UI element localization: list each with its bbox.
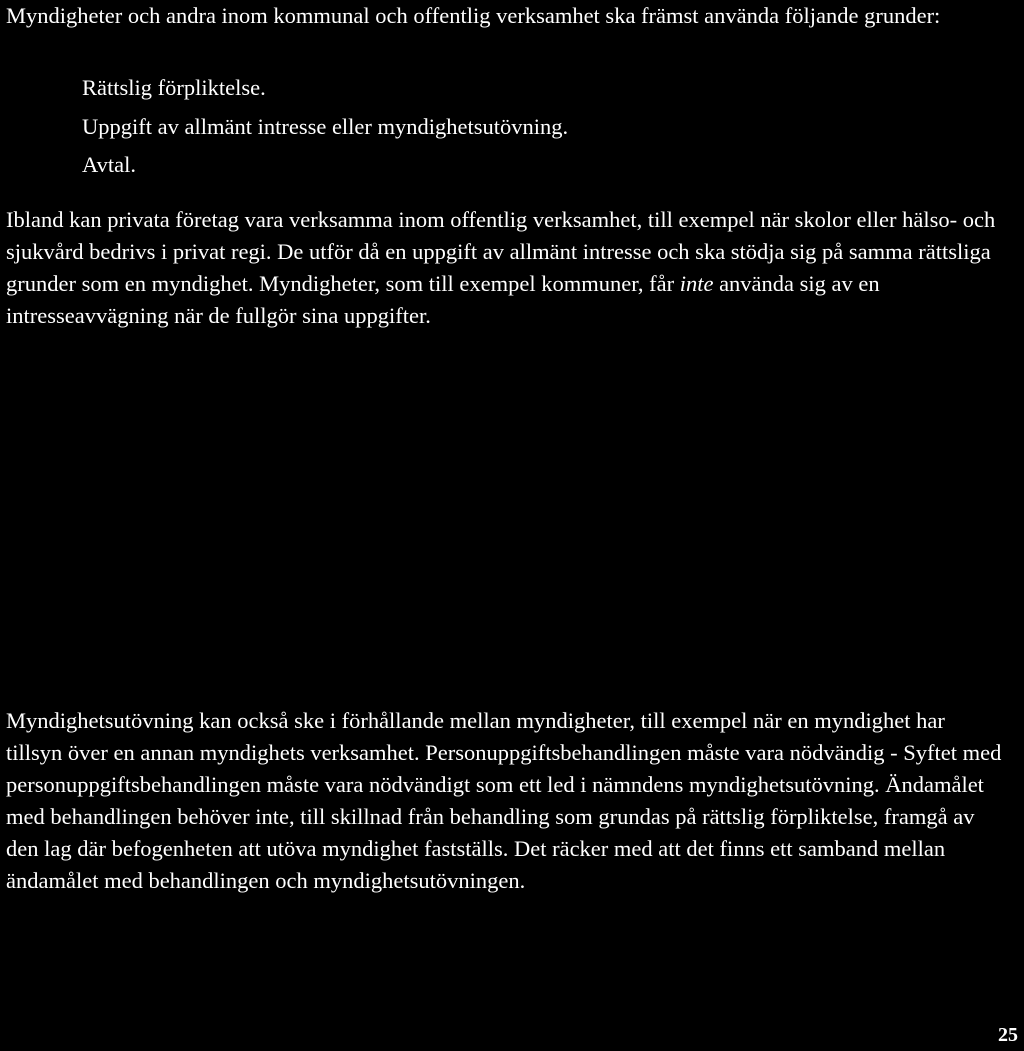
paragraph-text: använda sig av en intresseavvägning när de fullgör sina uppgifter.: [6, 271, 880, 328]
private-companies-paragraph: [6, 204, 1016, 332]
legal-grounds-list: [82, 71, 568, 187]
list-item: Avtal.: [82, 152, 136, 177]
emphasis-text: inte: [679, 271, 714, 296]
list-item: Rättslig förpliktelse.: [82, 75, 266, 100]
authority-exercise-paragraph: Myndighetsutövning kan också ske i förhållande mellan myndigheter, till exempel när en myndighet har tillsyn över en annan myndighets verksamhet. Personuppgiftsbehandlingen måste vara nödvändig - Syftet med personuppgiftsbehandlingen måste vara nödvändigt som ett led i nämndens myndighetsutövning. Ändamålet med behandlingen behöver inte, till skillnad från behandling som grundas på rättslig förpliktelse, framgå av den lag där befogenheten att utöva myndighet fastställs. Det räcker med att det finns ett samband mellan ändamålet med behandlingen och myndighetsutövningen.: [6, 708, 1002, 893]
intro-paragraph: Myndigheter och andra inom kommunal och offentlig verksamhet ska främst använda följande grunder:: [6, 3, 941, 28]
list-item: Uppgift av allmänt intresse eller myndighetsutövning.: [82, 113, 569, 139]
page-number: 25: [998, 1024, 1018, 1046]
paragraph-text: Ibland kan privata företag vara verksamma inom offentlig verksamhet, till exempel när skolor eller hälso- och sjukvård bedrivs i privat regi. De utför då en uppgift av allmänt intresse och ska stödja sig på samma rättsliga grunder som en myndighet. Myndigheter, som till exempel kommuner, får: [6, 207, 996, 296]
